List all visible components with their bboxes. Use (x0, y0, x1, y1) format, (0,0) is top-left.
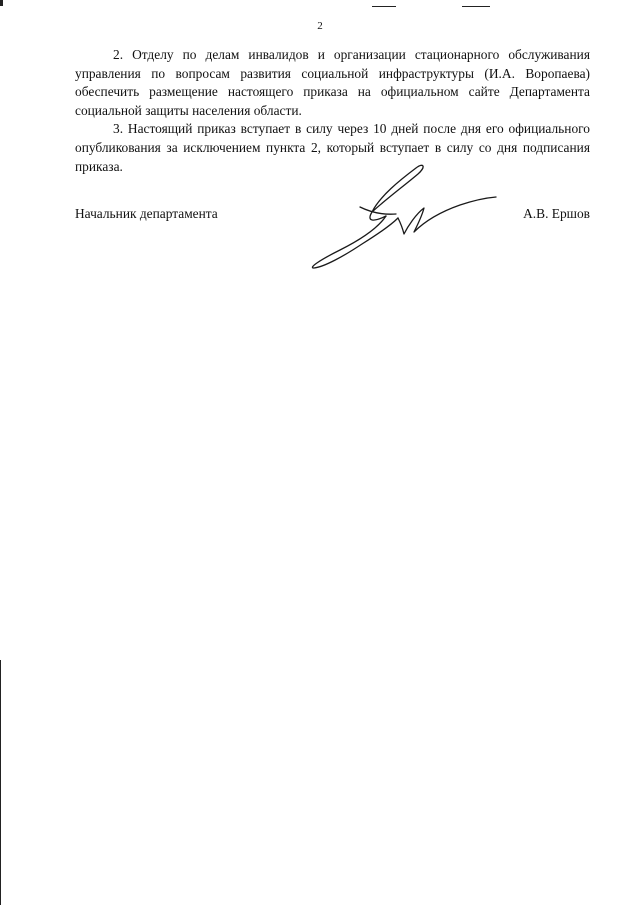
signatory-position: Начальник департамента (75, 206, 218, 221)
scan-mark-left-edge (0, 660, 1, 905)
scan-mark-top-line-1 (372, 6, 396, 7)
handwritten-signature-icon (300, 160, 500, 275)
scan-mark-top-left (0, 0, 3, 6)
scan-mark-top-line-2 (462, 6, 490, 7)
document-body (75, 46, 590, 176)
page-number: 2 (317, 20, 323, 32)
paragraph-2: 2. Отделу по делам инвалидов и организации стационарного обслуживания управления по вопросам развития социальной инфраструктуры (И.А. Воропаева) обеспечить размещение настоящего приказа на официальном сайте Департамента социальной защиты населения области. (75, 47, 590, 118)
paragraph-3: 3. Настоящий приказ вступает в силу через 10 дней после дня его официального опубликования за исключением пункта 2, который вступает в силу со дня подписания приказа. (75, 121, 590, 174)
signatory-name: А.В. Ершов (523, 206, 590, 221)
